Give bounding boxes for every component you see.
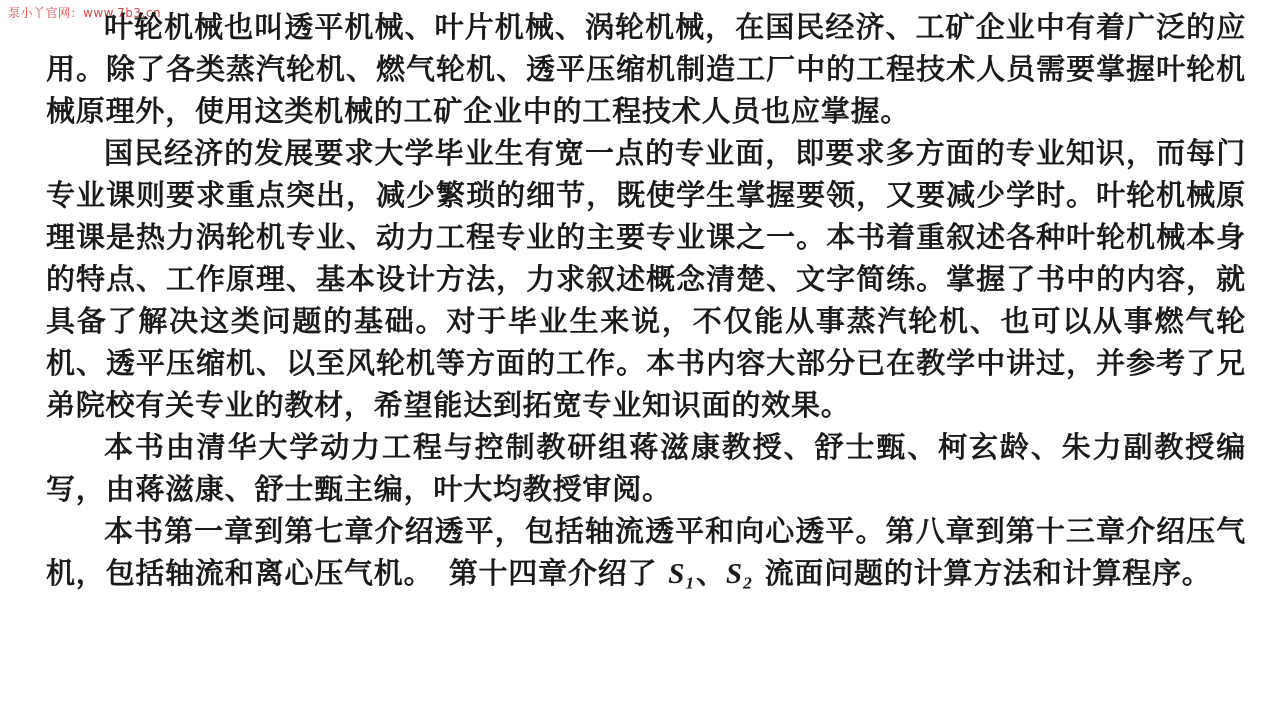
paragraph-4-text-after: 流面问题的计算方法和计算程序。 — [753, 556, 1212, 590]
paragraph-3: 本书由清华大学动力工程与控制教研组蒋滋康教授、舒士甄、柯玄龄、朱力副教授编写，由蒋滋康、舒士甄主编，叶大均教授审阅。 — [46, 430, 1246, 506]
paragraph-2: 国民经济的发展要求大学毕业生有宽一点的专业面，即要求多方面的专业知识，而每门专业课则要求重点突出，减少繁琐的细节，既使学生掌握要领，又要减少学时。叶轮机械原理课是热力涡轮机专业、动力工程专业的主要专业课之一。本书着重叙述各种叶轮机械本身的特点、工作原理、基本设计方法，力求叙述概念清楚、文字简练。掌握了书中的内容，就具备了解决这类问题的基础。对于毕业生来说，不仅能从事蒸汽轮机、也可以从事燃气轮机、透平压缩机、以至风轮机等方面的工作。本书内容大部分已在教学中讲过，并参考了兄弟院校有关专业的教材，希望能达到拓宽专业知识面的效果。 — [46, 136, 1246, 422]
paragraph-1: 叶轮机械也叫透平机械、叶片机械、涡轮机械，在国民经济、工矿企业中有着广泛的应用。除了各类蒸汽轮机、燃气轮机、透平压缩机制造工厂中的工程技术人员需要掌握叶轮机械原理外，使用这类机械的工矿企业中的工程技术人员也应掌握。 — [46, 10, 1246, 128]
s1-symbol: S₁ — [668, 558, 697, 590]
paragraph-4-text-before: 本书第一章到第七章介绍透平，包括轴流透平和向心透平。第八章到第十三章介绍压气机，包括轴流和离心压气机。 第十四章介绍了 — [46, 514, 1246, 590]
watermark-text: 泵小丫官网：www.7b3.cn — [8, 6, 162, 20]
paragraph-4 — [46, 510, 1246, 595]
document-page — [46, 6, 1246, 595]
symbol-separator: 、 — [696, 556, 726, 590]
s2-symbol: S₂ — [725, 558, 754, 590]
